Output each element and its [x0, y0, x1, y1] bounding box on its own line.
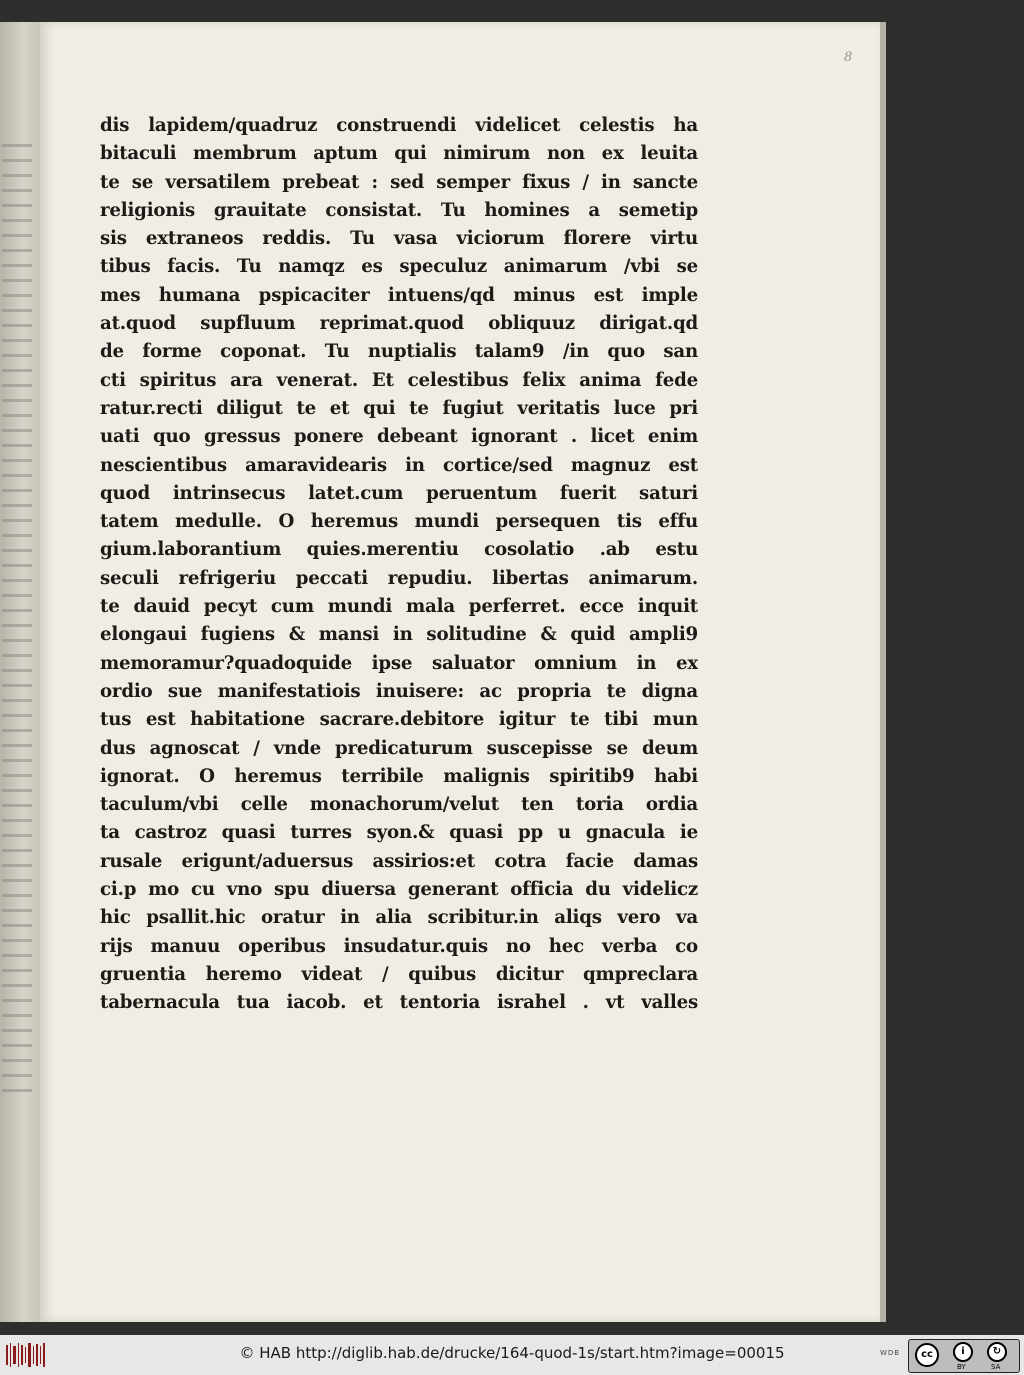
text-line: bitaculi membrum aptum qui nimirum non ex leuita — [100, 143, 698, 165]
text-line: sis extraneos reddis. Tu vasa viciorum florere virtu — [100, 228, 698, 250]
text-line: seculi refrigeriu peccati repudiu. libertas animarum. — [100, 567, 698, 589]
text-line: elongaui fugiens & mansi in solitudine & quid ampli9 — [100, 624, 698, 646]
text-line: quod intrinsecus latet.cum peruentum fuerit saturi — [100, 482, 698, 504]
text-line: dis lapidem/quadruz construendi videlicet celestis ha — [100, 115, 698, 136]
text-line: nescientibus amaravidearis in cortice/sed magnuz est — [100, 454, 698, 476]
text-line: ratur.recti diligut te et qui te fugiut veritatis luce pri — [100, 397, 698, 419]
text-line: de forme coponat. Tu nuptialis talam9 /in quo san — [100, 341, 698, 363]
footer-bar — [0, 1335, 1024, 1375]
text-line: tus est habitatione sacrare.debitore igitur te tibi mun — [100, 709, 698, 731]
share-alike-icon: ↻ — [987, 1342, 1007, 1362]
by-label: BY — [957, 1363, 966, 1371]
text-line: mes humana pspicaciter intuens/qd minus est imple — [100, 284, 698, 306]
text-line: memoramur?quadoquide ipse saluator omnium in ex — [100, 652, 698, 674]
text-line: at.quod supfluum reprimat.quod obliquuz dirigat.qd — [100, 313, 698, 335]
text-line: tibus facis. Tu namqz es speculuz animarum /vbi se — [100, 256, 698, 278]
text-line: hic psallit.hic oratur in alia scribitur.in aliqs vero va — [100, 907, 698, 929]
text-line: rusale erigunt/aduersus assirios:et cotra facie damas — [100, 850, 698, 872]
text-line: uati quo gressus ponere debeant ignorant . licet enim — [100, 426, 698, 448]
bleed-through — [2, 132, 32, 1092]
text-line: ordio sue manifestatiois inuisere: ac propria te digna — [100, 680, 698, 702]
cc-license-badge[interactable] — [908, 1339, 1020, 1373]
page-edge — [880, 22, 886, 1322]
text-line: ta castroz quasi turres syon.& quasi pp u gnacula ie — [100, 822, 698, 844]
text-line: gruentia heremo videat / quibus dicitur qmpreclara — [100, 963, 698, 985]
text-line: cti spiritus ara venerat. Et celestibus felix anima fede — [100, 369, 698, 391]
text-line: religionis grauitate consistat. Tu homines a semetip — [100, 199, 698, 221]
text-line: tabernacula tua iacob. et tentoria israhel . vt valles — [100, 992, 698, 1014]
text-line: te dauid pecyt cum mundi mala perferret. ecce inquit — [100, 596, 698, 618]
text-line: te se versatilem prebeat : sed semper fixus / in sancte — [100, 171, 698, 193]
text-line: ci.p mo cu vno spu diuersa generant officia du videlicz — [100, 879, 698, 901]
sa-label: SA — [991, 1363, 1001, 1371]
text-line: rijs manuu operibus insudatur.quis no hec verba co — [100, 935, 698, 957]
text-line: ignorat. O heremus terribile malignis spiritib9 habi — [100, 765, 698, 787]
text-line: taculum/vbi celle monachorum/velut ten toria ordia — [100, 794, 698, 816]
credit-link[interactable]: © HAB http://diglib.hab.de/drucke/164-quod-1s/start.htm?image=00015 — [239, 1344, 785, 1362]
text-line: tatem medulle. O heremus mundi persequen tis effu — [100, 511, 698, 533]
wdb-mark: WDB — [880, 1349, 901, 1357]
cc-icon: cc — [915, 1343, 939, 1367]
previous-page-edge — [0, 22, 40, 1322]
text-line: dus agnoscat / vnde predicaturum suscepisse se deum — [100, 737, 698, 759]
text-block — [100, 112, 698, 1027]
folio-number: 8 — [844, 50, 853, 65]
person-icon: i — [953, 1342, 973, 1362]
text-line: gium.laborantium quies.merentiu cosolatio .ab estu — [100, 539, 698, 561]
